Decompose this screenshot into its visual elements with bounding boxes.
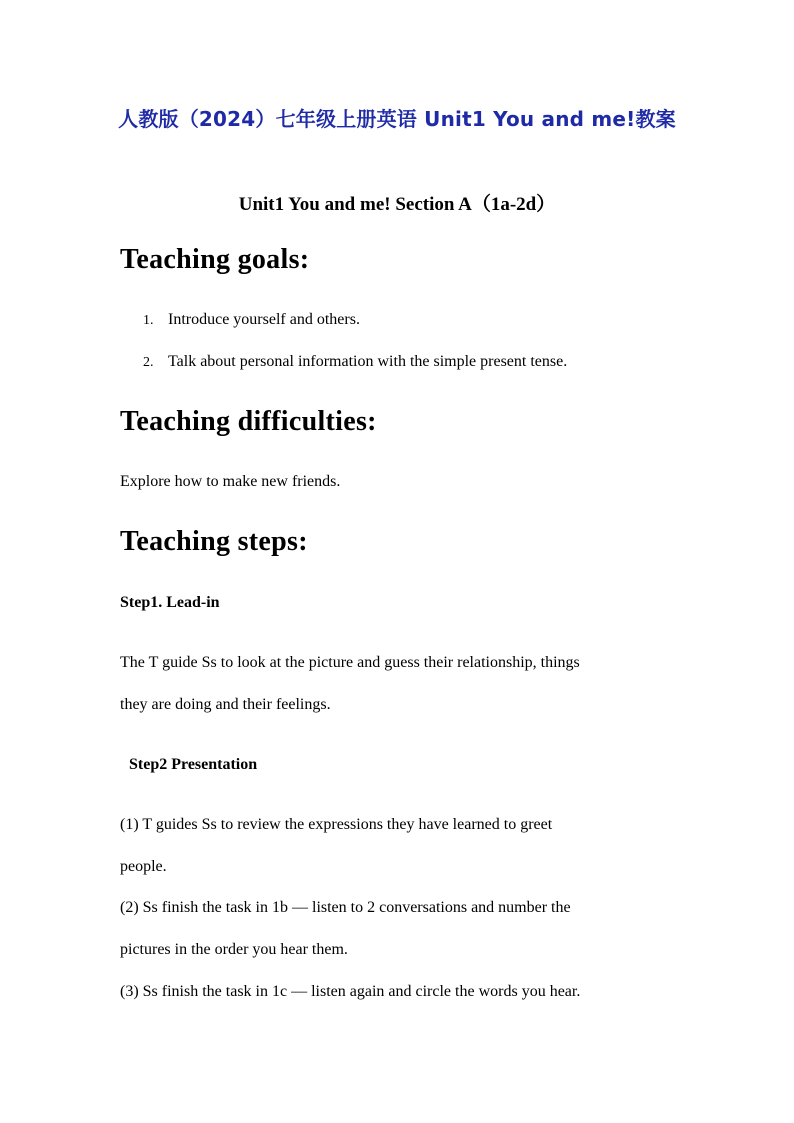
step2-line: (3) Ss finish the task in 1c — listen again and circle the words you hear. — [120, 983, 581, 1000]
difficulties-heading: Teaching difficulties: — [120, 406, 377, 437]
step1-line: they are doing and their feelings. — [120, 696, 331, 713]
step2-line: (1) T guides Ss to review the expressions they have learned to greet — [120, 816, 553, 833]
goal-text: Talk about personal information with the simple present tense. — [168, 353, 568, 370]
steps-heading: Teaching steps: — [120, 526, 308, 557]
section-title: Unit1 You and me! Section A（1a-2d） — [238, 194, 556, 215]
goal-number: 2. — [143, 355, 154, 370]
step2-line: pictures in the order you hear them. — [120, 941, 348, 958]
goal-number: 1. — [143, 313, 154, 328]
difficulties-text: Explore how to make new friends. — [120, 473, 341, 490]
goals-heading: Teaching goals: — [120, 244, 310, 275]
goal-item — [143, 353, 567, 371]
step2-line: people. — [120, 858, 167, 875]
step2-title: Step2 Presentation — [129, 756, 258, 773]
document-title: 人教版（2024）七年级上册英语 Unit1 You and me!教案 — [118, 107, 676, 131]
step2-line: (2) Ss finish the task in 1b — listen to 2 conversations and number the — [120, 899, 571, 916]
goal-item — [143, 311, 360, 329]
step1-title: Step1. Lead-in — [120, 594, 220, 611]
step1-line: The T guide Ss to look at the picture and guess their relationship, things — [120, 654, 580, 671]
goal-text: Introduce yourself and others. — [168, 311, 360, 328]
